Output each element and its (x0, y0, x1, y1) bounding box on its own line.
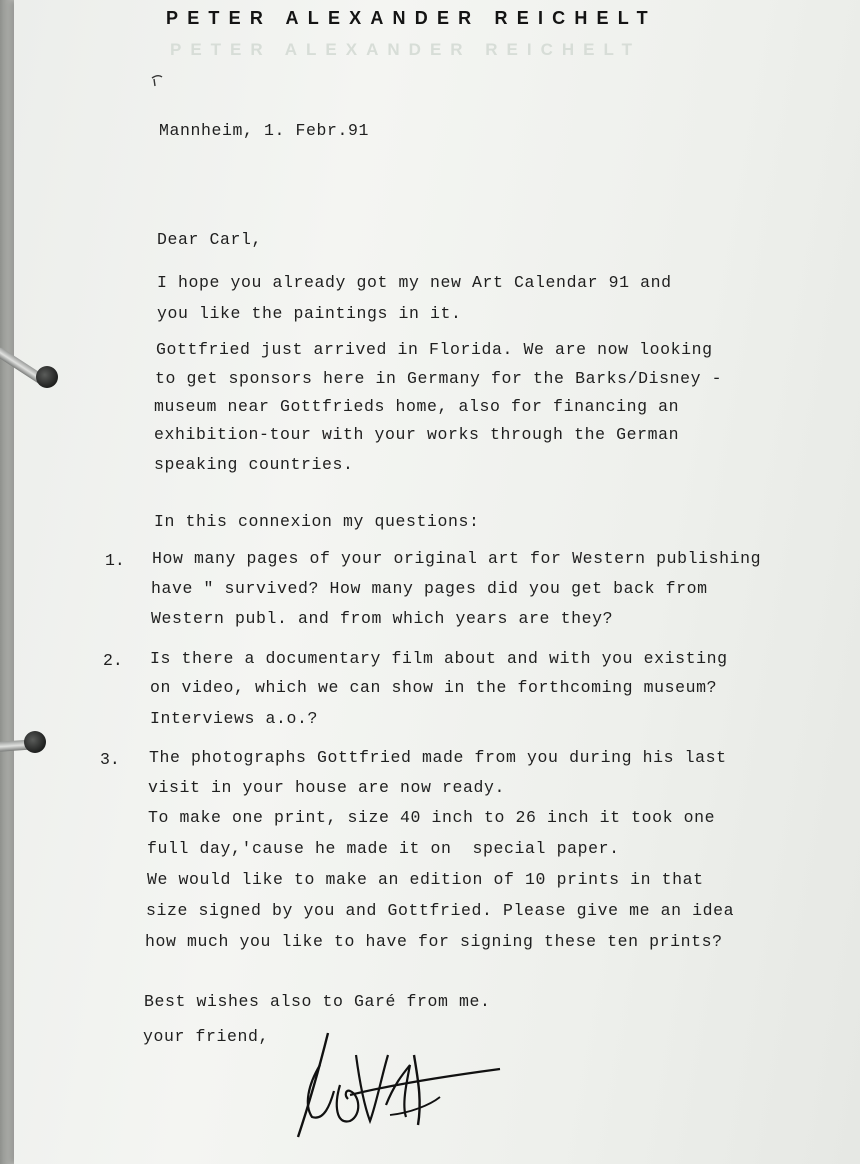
signoff-line: your friend, (143, 1027, 270, 1046)
paragraph-1-line: I hope you already got my new Art Calendar 91 and (157, 273, 672, 292)
question-1-line: Western publ. and from which years are they? (151, 609, 614, 628)
question-2-line: Is there a documentary film about and with you existing (150, 649, 728, 668)
binder-ring-bottom-end (24, 731, 46, 753)
question-3-number: 3. (100, 750, 120, 769)
handwritten-signature (290, 1025, 505, 1145)
paragraph-2-line: exhibition-tour with your works through the German (154, 425, 680, 444)
questions-intro: In this connexion my questions: (154, 512, 480, 531)
question-2-line: Interviews a.o.? (150, 709, 319, 728)
question-2-line: on video, which we can show in the forthcoming museum? (150, 678, 718, 697)
paragraph-2-line: speaking countries. (154, 455, 354, 474)
letterhead: PETER ALEXANDER REICHELT (166, 8, 657, 28)
binder-ring-top-end (36, 366, 58, 388)
question-3-line: size signed by you and Gottfried. Please give me an idea (146, 901, 735, 920)
question-3-line: visit in your house are now ready. (148, 778, 506, 797)
question-1-line: have " survived? How many pages did you get back from (151, 579, 708, 598)
question-3-line: The photographs Gottfried made from you during his last (149, 748, 727, 767)
letterhead-show-through: PETER ALEXANDER REICHELT (170, 40, 642, 59)
paragraph-2-line: museum near Gottfrieds home, also for financing an (154, 397, 680, 416)
salutation: Dear Carl, (157, 230, 263, 249)
question-3-line: We would like to make an edition of 10 prints in that (147, 870, 704, 889)
pen-mark (150, 74, 164, 88)
question-3-line: how much you like to have for signing these ten prints? (145, 932, 723, 951)
paragraph-2-line: Gottfried just arrived in Florida. We are now looking (156, 340, 713, 359)
closing-line: Best wishes also to Garé from me. (144, 992, 491, 1011)
paragraph-1-line: you like the paintings in it. (157, 304, 462, 323)
question-1-line: How many pages of your original art for Western publishing (152, 549, 762, 568)
question-3-line: full day,'cause he made it on special paper. (147, 839, 620, 858)
question-2-number: 2. (103, 651, 123, 670)
paragraph-2-line: to get sponsors here in Germany for the Barks/Disney - (155, 369, 723, 388)
question-1-number: 1. (105, 551, 125, 570)
date-line: Mannheim, 1. Febr.91 (159, 121, 370, 140)
question-3-line: To make one print, size 40 inch to 26 inch it took one (148, 808, 716, 827)
